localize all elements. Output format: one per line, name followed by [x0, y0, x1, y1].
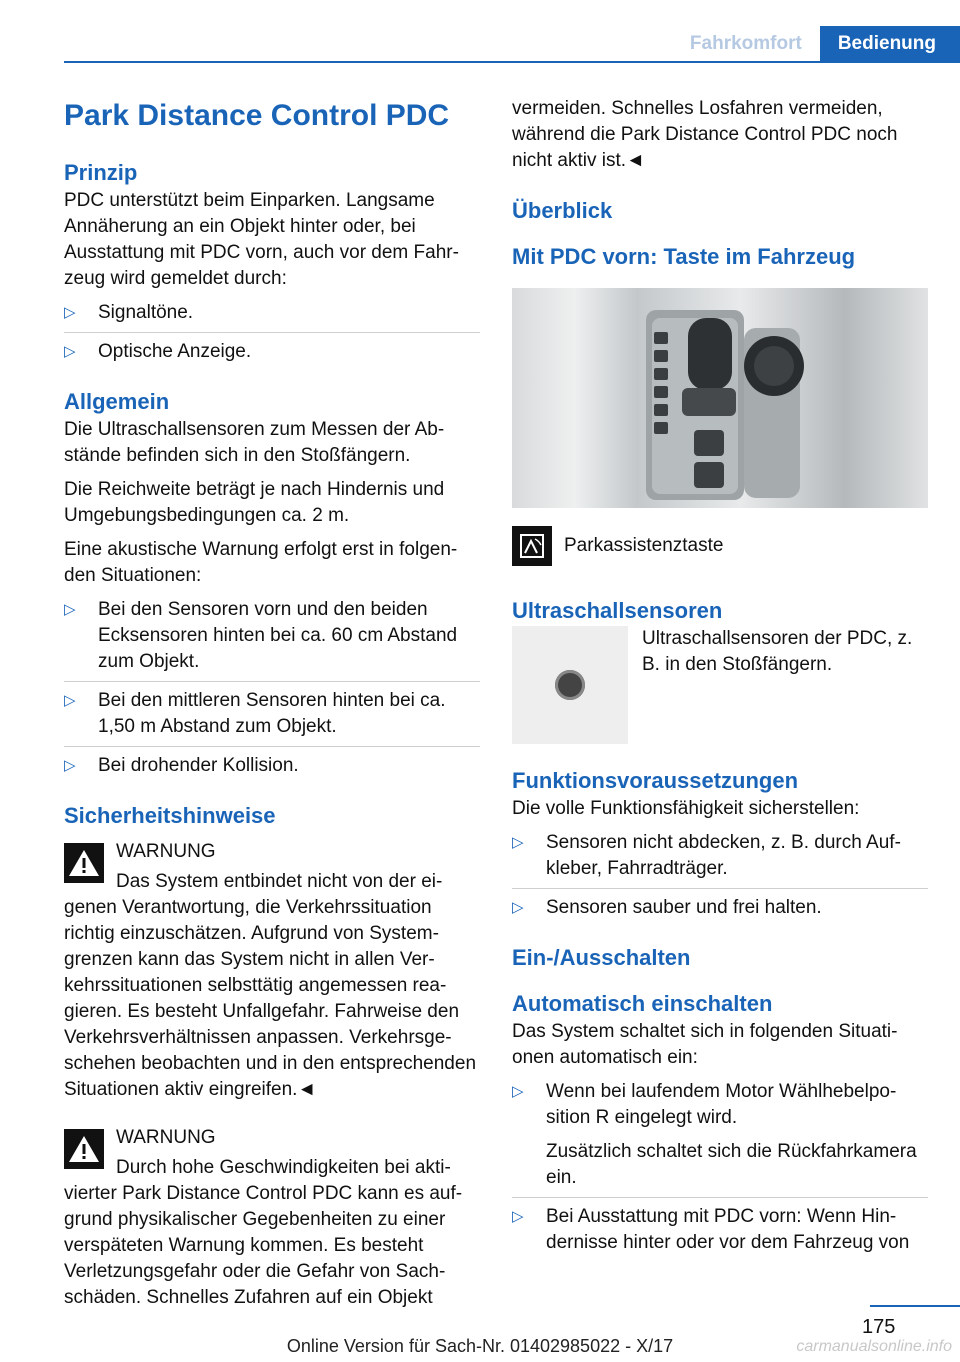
list-item: ▷ Bei Ausstattung mit PDC vorn: Wenn Hindernisse hinter oder vor dem Fahrzeug von	[512, 1206, 910, 1253]
list-item: ▷ Bei den Sensoren vorn und den beiden Ecksensoren hinten bei ca. 60 cm Abstand zum Objekt.	[64, 597, 480, 682]
sensor-text: Ultraschallsensoren der PDC, z. B. in den Stoßfängern.	[642, 628, 913, 675]
heading-prinzip: Prinzip	[64, 160, 138, 185]
warning-block	[64, 1125, 480, 1311]
watermark: carmanualsonline.info	[796, 1338, 952, 1355]
prinzip-list	[64, 300, 480, 365]
heading-funktionsvoraussetzungen: Funktionsvoraussetzungen	[512, 768, 799, 793]
sensor-photo	[512, 626, 628, 744]
button-legend	[512, 526, 928, 566]
list-item: ▷ Sensoren nicht abdecken, z. B. durch Aufkleber, Fahrradträger.	[512, 830, 928, 889]
header-tabs	[672, 26, 960, 61]
warning-triangle-icon	[64, 843, 104, 883]
allgemein-list	[64, 597, 480, 779]
park-assist-button-icon	[512, 526, 552, 566]
auto-list	[512, 1079, 928, 1256]
sensor-dot	[555, 670, 585, 700]
header-rule	[64, 61, 960, 63]
heading-sicherheitshinweise: Sicherheitshinweise	[64, 803, 276, 828]
list-item: ▷ Sensoren sauber und frei halten.	[512, 895, 928, 921]
bullet-triangle-icon: ▷	[512, 1083, 524, 1100]
bullet-triangle-icon: ▷	[64, 757, 76, 774]
continued-text: vermeiden. Schnelles Losfahren vermeiden, während die Park Distance Control PDC noch nicht aktiv ist.◄	[512, 98, 898, 171]
bullet-triangle-icon: ▷	[512, 899, 524, 916]
warning-text: Durch hohe Geschwindigkeiten bei aktivierter Park Distance Control PDC kann es aufgrund physikalischer Gegebenheiten zu einer verspäteten Warnung kommen. Es besteht Verletzungsgefahr oder die Gefahr von Sachschäden. Schnelles Zufahren auf ein Objekt	[64, 1157, 463, 1308]
list-subtext: Zusätzlich schaltet sich die Rückfahrkamera ein.	[546, 1141, 917, 1188]
footer-online-version: Online Version für Sach-Nr. 01402985022 - X/17	[286, 1336, 674, 1356]
heading-pdc-vorn: Mit PDC vorn: Taste im Fahrzeug	[512, 244, 856, 269]
allgemein-text-3: Eine akustische Warnung erfolgt erst in folgenden Situationen:	[64, 539, 458, 586]
button-label: Parkassistenztaste	[564, 535, 724, 556]
bullet-triangle-icon: ▷	[64, 304, 76, 321]
page-title: Park Distance Control PDC	[64, 99, 450, 132]
warning-block	[64, 839, 480, 1103]
tab-fahrkomfort[interactable]: Fahrkomfort	[672, 26, 820, 61]
heading-allgemein: Allgemein	[64, 389, 170, 414]
allgemein-text-2: Die Reichweite beträgt je nach Hindernis und Umgebungsbedingungen ca. 2 m.	[64, 479, 445, 526]
footer-rule	[870, 1305, 960, 1307]
page-number: 175	[862, 1316, 896, 1338]
funktion-text: Die volle Funktionsfähigkeit sicherstellen:	[512, 798, 860, 819]
bullet-triangle-icon: ▷	[64, 692, 76, 709]
prinzip-text: PDC unterstützt beim Einparken. Langsame Annäherung an ein Objekt hinter oder, bei Ausstattung mit PDC vorn, auch vor dem Fahrzeug wird gemeldet durch:	[64, 190, 459, 289]
list-item: ▷ Optische Anzeige.	[64, 339, 480, 365]
warning-label: WARNUNG	[116, 841, 216, 862]
heading-ultraschallsensoren: Ultraschallsensoren	[512, 598, 723, 623]
heading-automatisch-einschalten: Automatisch einschalten	[512, 991, 773, 1016]
right-column	[512, 96, 928, 1256]
warning-label: WARNUNG	[116, 1127, 216, 1148]
list-item: ▷ Wenn bei laufendem Motor Wählhebelposition R eingelegt wird. Zusätzlich schaltet sich die Rückfahrkamera ein.	[512, 1079, 928, 1198]
center-console-photo	[512, 288, 928, 508]
heading-ueberblick: Überblick	[512, 198, 613, 223]
left-column	[64, 96, 480, 1311]
heading-ein-ausschalten: Ein-/Ausschalten	[512, 945, 691, 970]
funktion-list	[512, 830, 928, 921]
auto-text: Das System schaltet sich in folgenden Situationen automatisch ein:	[512, 1021, 898, 1068]
sensor-block	[512, 626, 928, 744]
list-item: ▷ Bei den mittleren Sensoren hinten bei ca. 1,50 m Abstand zum Objekt.	[64, 688, 480, 747]
list-item: ▷ Bei drohender Kollision.	[64, 753, 480, 779]
list-item: ▷ Signaltöne.	[64, 300, 480, 333]
tab-bedienung[interactable]: Bedienung	[820, 26, 960, 61]
warning-text: Das System entbindet nicht von der eigenen Verantwortung, die Verkehrssituation richtig einzuschätzen. Aufgrund von Systemgrenzen kann das System nicht in allen Verkehrssituationen selbsttätig angemessen reagieren. Es besteht Unfallgefahr. Fahrweise den Verkehrsverhältnissen anpassen. Verkehrsgeschehen beobachten und in den entsprechenden Situationen aktiv eingreifen.◄	[64, 871, 477, 1100]
bullet-triangle-icon: ▷	[512, 834, 524, 851]
allgemein-text-1: Die Ultraschallsensoren zum Messen der Abstände befinden sich in den Stoßfängern.	[64, 419, 445, 466]
warning-triangle-icon	[64, 1129, 104, 1169]
bullet-triangle-icon: ▷	[64, 601, 76, 618]
bullet-triangle-icon: ▷	[64, 343, 76, 360]
bullet-triangle-icon: ▷	[512, 1208, 524, 1225]
